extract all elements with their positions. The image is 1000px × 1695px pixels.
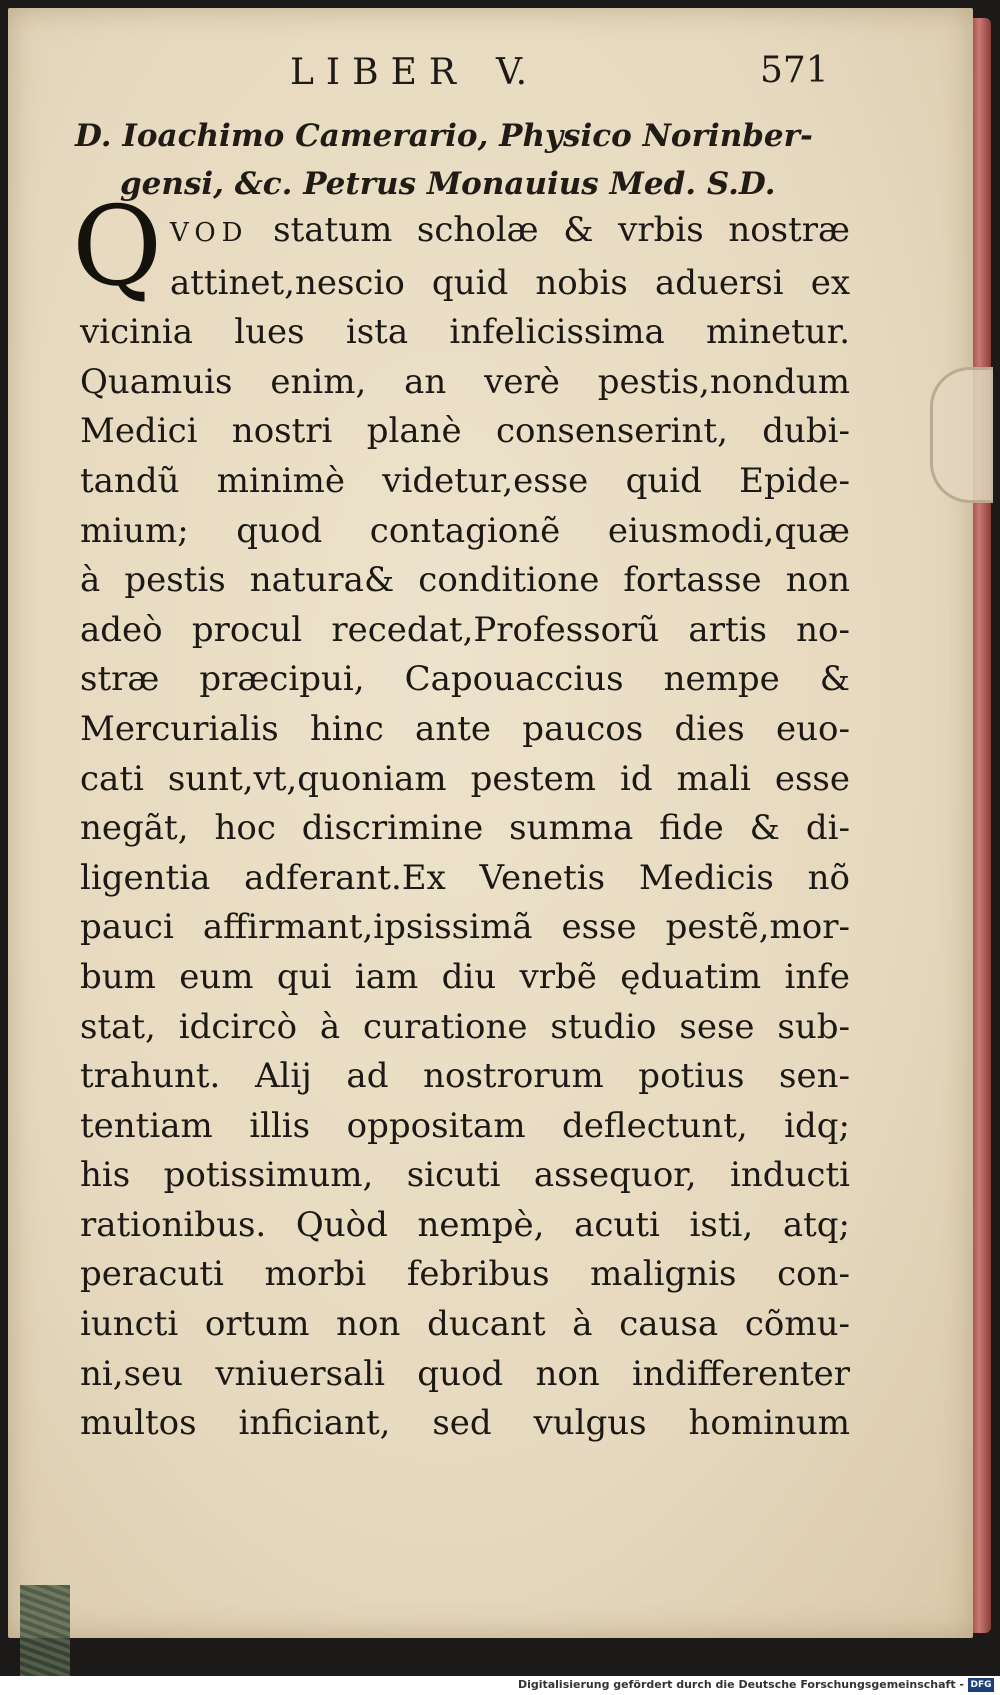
body-line: mium; quod contagionẽ eiusmodi,quæ: [80, 510, 850, 551]
body-line: ligentia adferant.Ex Venetis Medicis nõ: [80, 857, 850, 898]
body-line: à pestis natura& conditione fortasse non: [80, 560, 850, 601]
body-line: Medici nostri planè consenserint, dubi-: [80, 411, 850, 452]
running-head: [290, 52, 527, 93]
body-line: pauci affirmant,ipsissimã esse pestẽ,mor-: [80, 907, 850, 948]
body-line: stræ præcipui, Capouaccius nempe &: [80, 659, 850, 700]
body-line: iuncti ortum non ducant à causa cõmu-: [80, 1304, 850, 1345]
body-text: [80, 206, 850, 1449]
body-line: ni,seu vniuersali quod non indifferenter: [80, 1353, 850, 1394]
body-line: multos inficiant, sed vulgus hominum: [80, 1403, 850, 1444]
body-line: negãt, hoc discrimine summa fide & di-: [80, 808, 850, 849]
body-line: trahunt. Alij ad nostrorum potius sen-: [80, 1056, 850, 1097]
body-line: bum eum qui iam diu vrbẽ ęduatim infe: [80, 956, 850, 997]
page-number: 571: [760, 50, 829, 91]
page-tab-marker: [930, 367, 993, 503]
body-line: cati sunt,vt,quoniam pestem id mali esse: [80, 758, 850, 799]
body-line: rationibus. Quòd nempè, acuti isti, atq;: [80, 1204, 850, 1245]
body-line: tentiam illis oppositam deflectunt, idq;: [80, 1105, 850, 1146]
body-line: his potissimum, sicuti assequor, inducti: [80, 1155, 850, 1196]
body-line: adeò procul recedat,Professorũ artis no-: [80, 609, 850, 650]
body-line: vicinia lues ista infelicissima minetur.: [80, 312, 850, 353]
body-line: attinet,nescio quid nobis aduersi ex: [170, 262, 850, 303]
running-title: LIBER: [290, 52, 468, 93]
funding-credit: Digitalisierung gefördert durch die Deutsche Forschungsgemeinschaft -: [517, 1678, 964, 1691]
body-line: stat, idcircò à curatione studio sese sub-: [80, 1006, 850, 1047]
drop-cap: Q: [72, 182, 163, 310]
body-line: Quamuis enim, an verè pestis,nondum: [80, 361, 850, 402]
body-line: tandũ minimè videtur,esse quid Epide-: [80, 460, 850, 501]
volume-number: V.: [495, 52, 528, 93]
dfg-logo: DFG: [968, 1678, 994, 1692]
body-line: VOD statum scholæ & vrbis nostræ: [170, 210, 851, 250]
heading-line-2: gensi, &c. Petrus Monauius Med. S.D.: [120, 166, 776, 202]
heading-line-1: D. Ioachimo Camerario, Physico Norinber-: [75, 118, 813, 154]
body-line: Mercurialis hinc ante paucos dies euo-: [80, 708, 850, 749]
lead-smallcaps: VOD: [170, 218, 249, 248]
body-line: peracuti morbi febribus malignis con-: [80, 1254, 850, 1295]
letter-heading: [75, 112, 865, 208]
